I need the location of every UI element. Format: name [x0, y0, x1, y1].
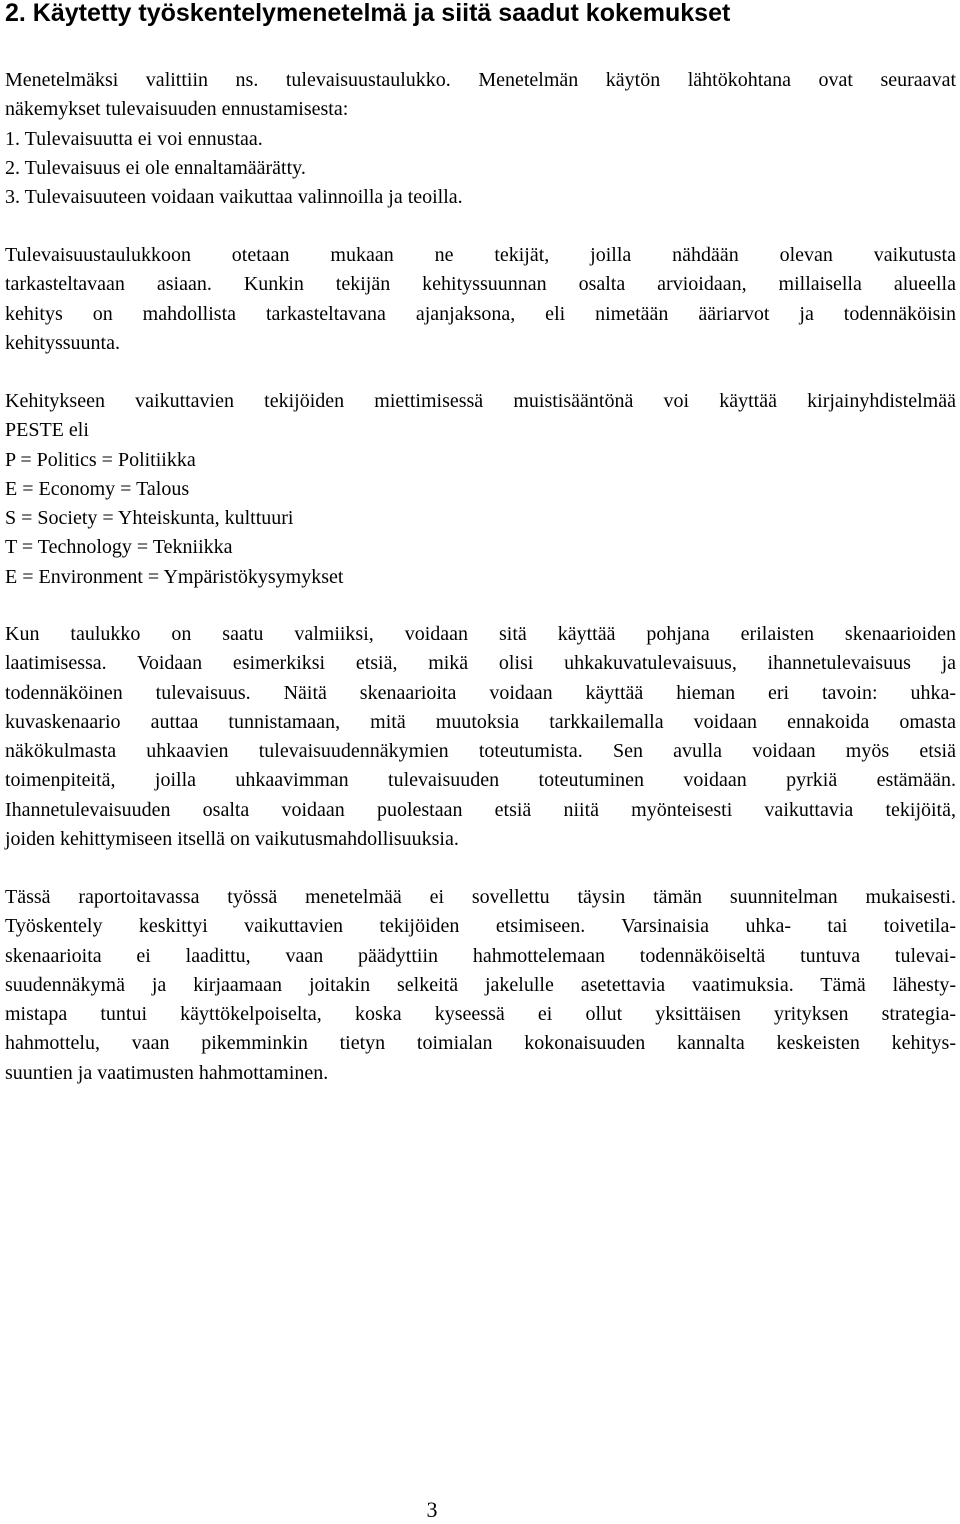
paragraph-line: tarkasteltavaan asiaan. Kunkin tekijän kehityssuunnan osalta arvioidaan, millaisella alueella — [5, 273, 956, 296]
paragraph-raportti — [5, 883, 956, 1088]
paragraph-line: toimenpiteitä, joilla uhkaavimman tulevaisuuden toteutuminen voidaan pyrkiä estämään. — [5, 769, 956, 792]
paragraph-line: PESTE eli — [5, 419, 89, 442]
list-item: 1. Tulevaisuutta ei voi ennustaa. — [5, 127, 263, 150]
paragraph-line: Tulevaisuustaulukkoon otetaan mukaan ne tekijät, joilla nähdään olevan vaikutusta — [5, 244, 956, 266]
paragraph-skenaariot — [5, 620, 956, 854]
paragraph-line: kehityssuunta. — [5, 331, 120, 354]
paragraph-line: laatimisessa. Voidaan esimerkiksi etsiä, mikä olisi uhkakuvatulevaisuus, ihannetulevaisuus ja — [5, 652, 956, 675]
paragraph-line: näkökulmasta uhkaavien tulevaisuudennäkymien toteutumista. Sen avulla voidaan myös etsiä — [5, 740, 956, 763]
paragraph-tulevaisuustaulukko — [5, 241, 956, 358]
list-item: 3. Tulevaisuuteen voidaan vaikuttaa valinnoilla ja teoilla. — [5, 186, 463, 209]
section-heading: 2. Käytetty työskentelymenetelmä ja siitä saadut kokemukset — [5, 0, 731, 27]
paragraph-line: Ihannetulevaisuuden osalta voidaan puolestaan etsiä niitä myönteisesti vaikuttavia tekijöitä, — [5, 798, 956, 821]
paragraph-line: joiden kehittymiseen itsellä on vaikutusmahdollisuuksia. — [5, 828, 459, 851]
peste-item-technology: T = Technology = Tekniikka — [5, 536, 233, 559]
intro-line: Menetelmäksi valittiin ns. tulevaisuustaulukko. Menetelmän käytön lähtökohtana ovat seuraavat — [5, 69, 956, 91]
paragraph-line: Kehitykseen vaikuttavien tekijöiden miettimisessä muistisääntönä voi käyttää kirjainyhdistelmää — [5, 390, 956, 412]
paragraph-line: skenaarioita ei laadittu, vaan päädyttiin hahmottelemaan todennäköiseltä tuntuva tulevai- — [5, 944, 956, 967]
page-number: 3 — [426, 1497, 438, 1522]
paragraph-line: suuntien ja vaatimusten hahmottaminen. — [5, 1061, 329, 1084]
paragraph-line: mistapa tuntui käyttökelpoiselta, koska kyseessä ei ollut yksittäisen yrityksen strategia- — [5, 1003, 956, 1026]
paragraph-line: todennäköinen tulevaisuus. Näitä skenaarioita voidaan käyttää hieman eri tavoin: uhka- — [5, 681, 956, 704]
peste-item-society: S = Society = Yhteiskunta, kulttuuri — [5, 507, 294, 530]
peste-item-politics: P = Politics = Politiikka — [5, 448, 196, 471]
paragraph-line: Työskentely keskittyi vaikuttavien tekijöiden etsimiseen. Varsinaisia uhka- tai toivetila- — [5, 915, 956, 938]
paragraph-line: suudennäkymä ja kirjaamaan joitakin selkeitä jakelulle asetettavia vaatimuksia. Tämä lähesty- — [5, 973, 956, 996]
paragraph-line: Kun taulukko on saatu valmiiksi, voidaan sitä käyttää pohjana erilaisten skenaarioiden — [5, 623, 956, 645]
peste-item-economy: E = Economy = Talous — [5, 477, 190, 500]
intro-paragraph — [5, 66, 956, 212]
paragraph-line: kuvaskenaario auttaa tunnistamaan, mitä muutoksia tarkkailemalla voidaan ennakoida omasta — [5, 710, 956, 733]
intro-line: näkemykset tulevaisuuden ennustamisesta: — [5, 98, 349, 121]
peste-item-environment: E = Environment = Ympäristökysymykset — [5, 565, 344, 588]
paragraph-line: kehitys on mahdollista tarkasteltavana ajanjaksona, eli nimetään ääriarvot ja todennäköisin — [5, 302, 956, 325]
list-item: 2. Tulevaisuus ei ole ennaltamäärätty. — [5, 156, 306, 179]
paragraph-line: Tässä raportoitavassa työssä menetelmää ei sovellettu täysin tämän suunnitelman mukaisesti. — [5, 886, 956, 908]
peste-list — [5, 387, 956, 592]
paragraph-line: hahmottelu, vaan pikemminkin tietyn toimialan kokonaisuuden kannalta keskeisten kehitys- — [5, 1032, 956, 1055]
